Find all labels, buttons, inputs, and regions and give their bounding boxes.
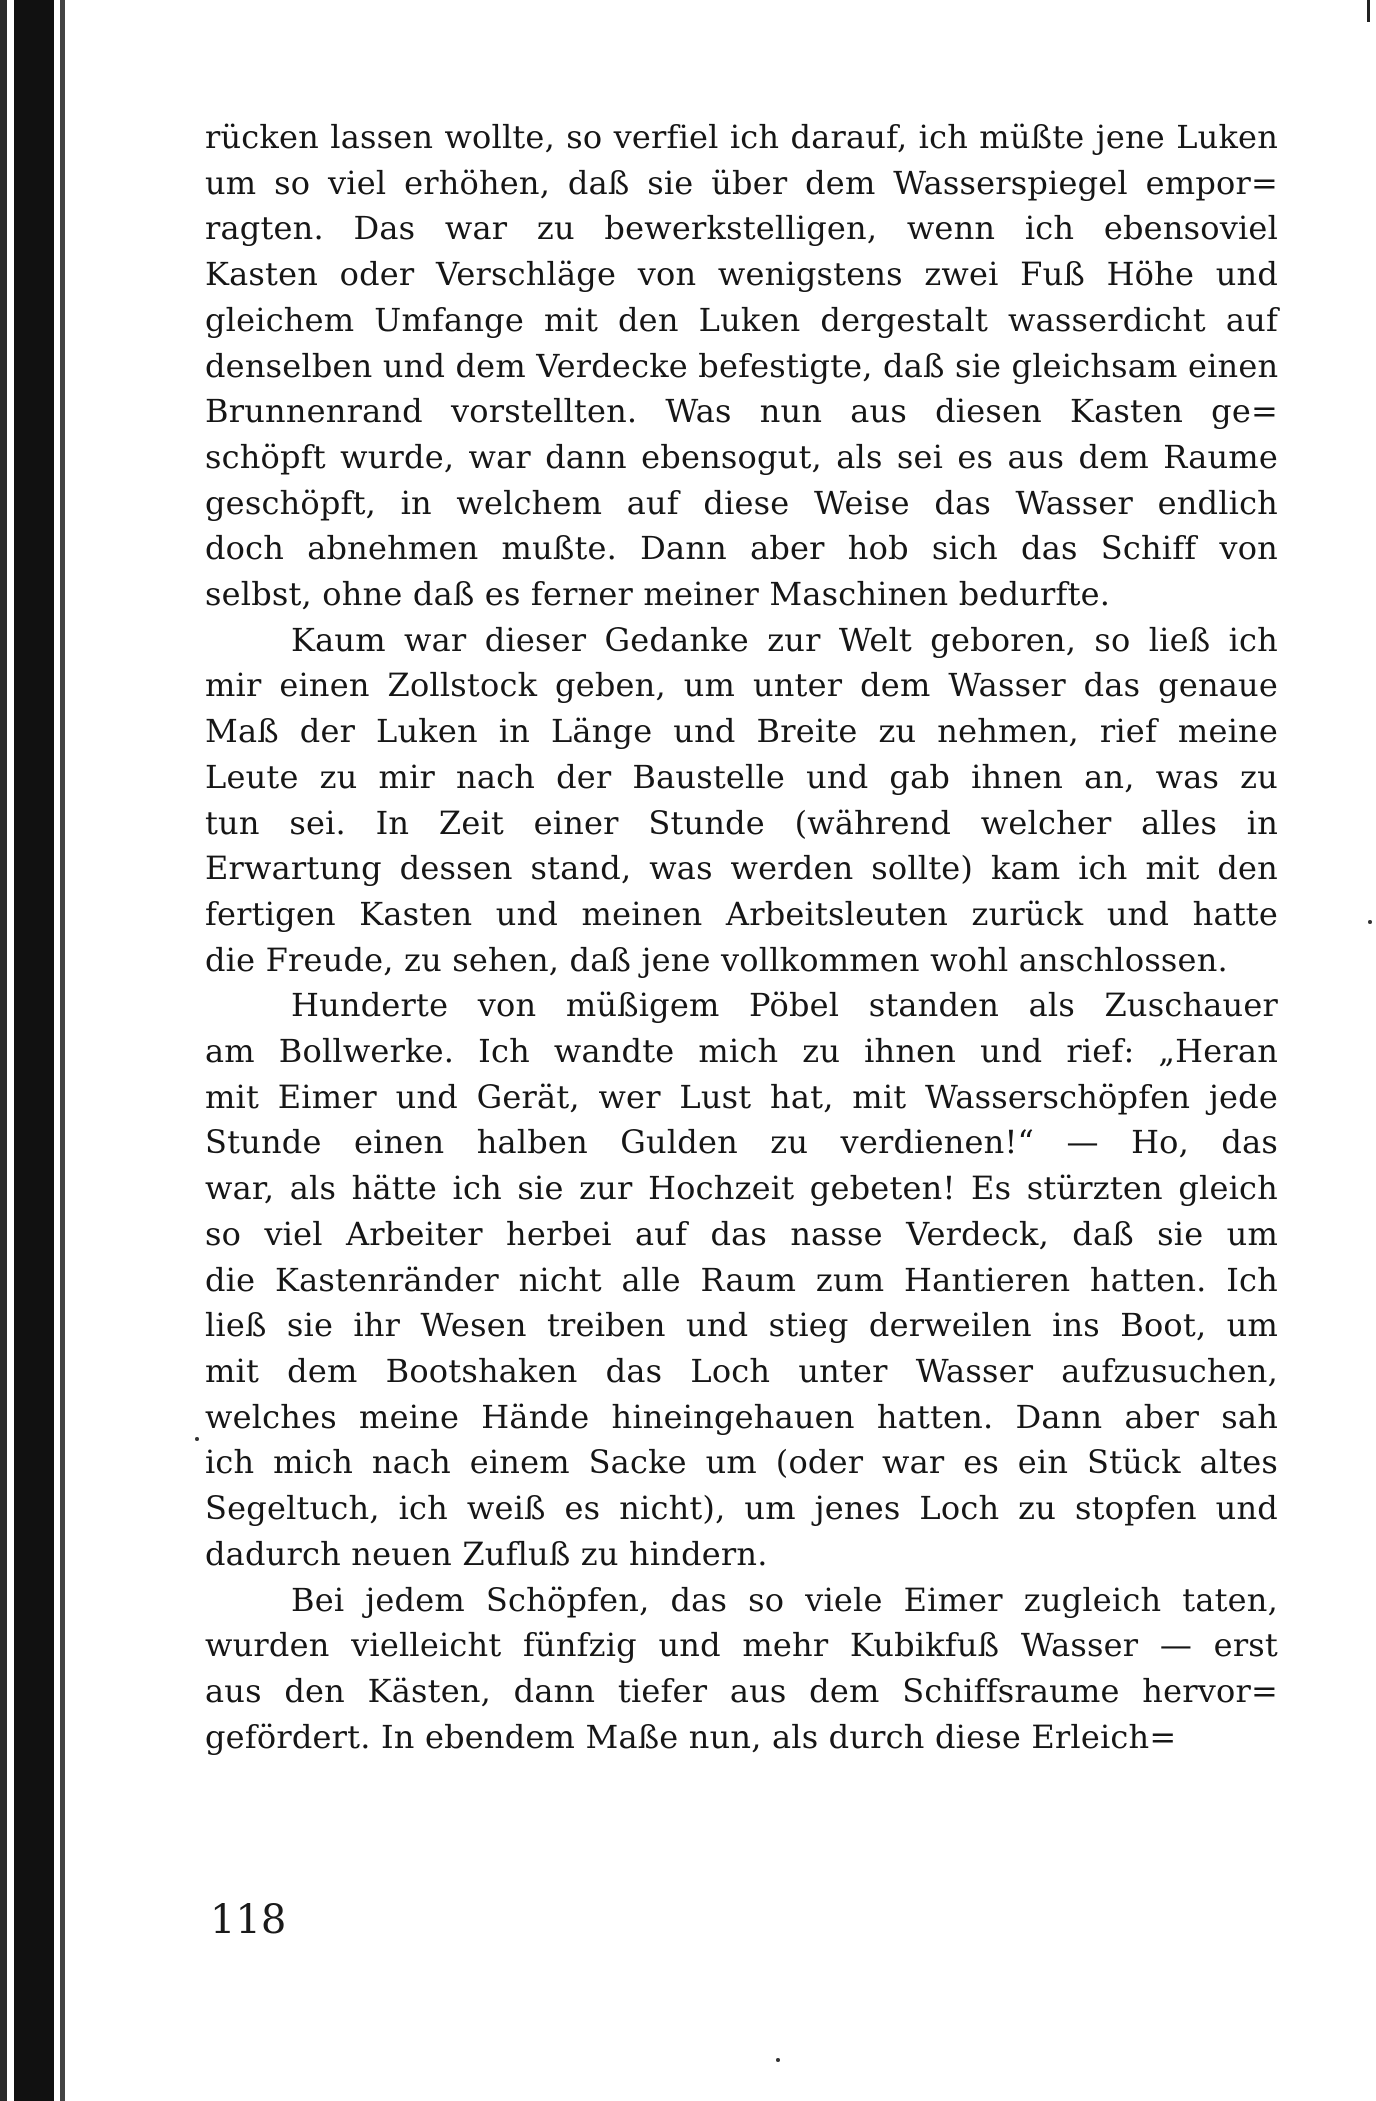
text-line: am Bollwerke. Ich wandte mich zu ihnen und rief: „Heran bbox=[205, 1032, 1278, 1071]
paragraph bbox=[205, 1578, 1278, 1761]
text-line: Bei jedem Schöpfen, das so viele Eimer zugleich taten, bbox=[291, 1580, 1278, 1619]
text-line: war, als hätte ich sie zur Hochzeit gebeten! Es stürzten gleich bbox=[205, 1169, 1278, 1208]
page-number: 118 bbox=[210, 1897, 287, 1943]
page-edge-mark bbox=[1367, 0, 1370, 22]
text-line: ragten. Das war zu bewerkstelligen, wenn ich ebensoviel bbox=[205, 209, 1278, 248]
paragraph bbox=[205, 115, 1278, 618]
text-line: aus den Kästen, dann tiefer aus dem Schiffsraume hervor= bbox=[205, 1671, 1278, 1710]
paragraph bbox=[205, 618, 1278, 984]
text-line: Stunde einen halben Gulden zu verdienen!“ — Ho, das bbox=[205, 1123, 1278, 1162]
text-line: gefördert. In ebendem Maße nun, als durch diese Erleich= bbox=[205, 1717, 1177, 1756]
text-line: Segeltuch, ich weiß es nicht), um jenes Loch zu stopfen und bbox=[205, 1489, 1278, 1528]
text-line: so viel Arbeiter herbei auf das nasse Verdeck, daß sie um bbox=[205, 1214, 1278, 1253]
text-line: tun sei. In Zeit einer Stunde (während welcher alles in bbox=[205, 803, 1278, 842]
text-line: Hunderte von müßigem Pöbel standen als Zuschauer bbox=[291, 986, 1278, 1025]
text-line: Maß der Luken in Länge und Breite zu nehmen, rief meine bbox=[205, 712, 1278, 751]
scan-speck bbox=[1368, 920, 1372, 924]
book-spine-edge bbox=[0, 0, 7, 2101]
text-line: gleichem Umfange mit den Luken dergestalt wasserdicht auf bbox=[205, 300, 1278, 339]
text-line: mit Eimer und Gerät, wer Lust hat, mit Wasserschöpfen jede bbox=[205, 1077, 1278, 1116]
text-line: ließ sie ihr Wesen treiben und stieg derweilen ins Boot, um bbox=[205, 1306, 1278, 1345]
text-line: mit dem Bootshaken das Loch unter Wasser aufzusuchen, bbox=[205, 1351, 1278, 1390]
text-line: welches meine Hände hineingehauen hatten. Dann aber sah bbox=[205, 1397, 1278, 1436]
text-line: dadurch neuen Zufluß zu hindern. bbox=[205, 1534, 768, 1573]
text-line: mir einen Zollstock geben, um unter dem Wasser das genaue bbox=[205, 666, 1278, 705]
text-line: ich mich nach einem Sacke um (oder war es ein Stück altes bbox=[205, 1443, 1278, 1482]
text-line: selbst, ohne daß es ferner meiner Maschinen bedurfte. bbox=[205, 575, 1111, 614]
text-line: denselben und dem Verdecke befestigte, daß sie gleichsam einen bbox=[205, 346, 1279, 385]
text-line: geschöpft, in welchem auf diese Weise das Wasser endlich bbox=[205, 483, 1278, 522]
book-spine-line bbox=[60, 0, 65, 2101]
scan-speck bbox=[195, 1437, 199, 1441]
text-line: schöpft wurde, war dann ebensogut, als sei es aus dem Raume bbox=[205, 437, 1278, 476]
text-line: fertigen Kasten und meinen Arbeitsleuten zurück und hatte bbox=[205, 894, 1278, 933]
text-line: doch abnehmen mußte. Dann aber hob sich das Schiff von bbox=[205, 529, 1278, 568]
text-line: Kaum war dieser Gedanke zur Welt geboren, so ließ ich bbox=[291, 620, 1278, 659]
text-line: die Kastenränder nicht alle Raum zum Hantieren hatten. Ich bbox=[205, 1260, 1278, 1299]
text-line: um so viel erhöhen, daß sie über dem Wasserspiegel empor= bbox=[205, 163, 1278, 202]
paragraph bbox=[205, 983, 1278, 1577]
book-page-text bbox=[205, 115, 1278, 1760]
text-line: die Freude, zu sehen, daß jene vollkommen wohl anschlossen. bbox=[205, 940, 1228, 979]
scan-speck bbox=[776, 2058, 780, 2062]
text-line: rücken lassen wollte, so verfiel ich darauf, ich müßte jene Luken bbox=[205, 118, 1278, 156]
text-line: wurden vielleicht fünfzig und mehr Kubikfuß Wasser — erst bbox=[205, 1626, 1278, 1665]
text-line: Kasten oder Verschläge von wenigstens zwei Fuß Höhe und bbox=[205, 255, 1278, 294]
book-spine-shadow bbox=[14, 0, 54, 2101]
text-line: Brunnenrand vorstellten. Was nun aus diesen Kasten ge= bbox=[205, 392, 1278, 431]
text-line: Erwartung dessen stand, was werden sollte) kam ich mit den bbox=[205, 849, 1278, 888]
text-line: Leute zu mir nach der Baustelle und gab ihnen an, was zu bbox=[205, 757, 1278, 796]
